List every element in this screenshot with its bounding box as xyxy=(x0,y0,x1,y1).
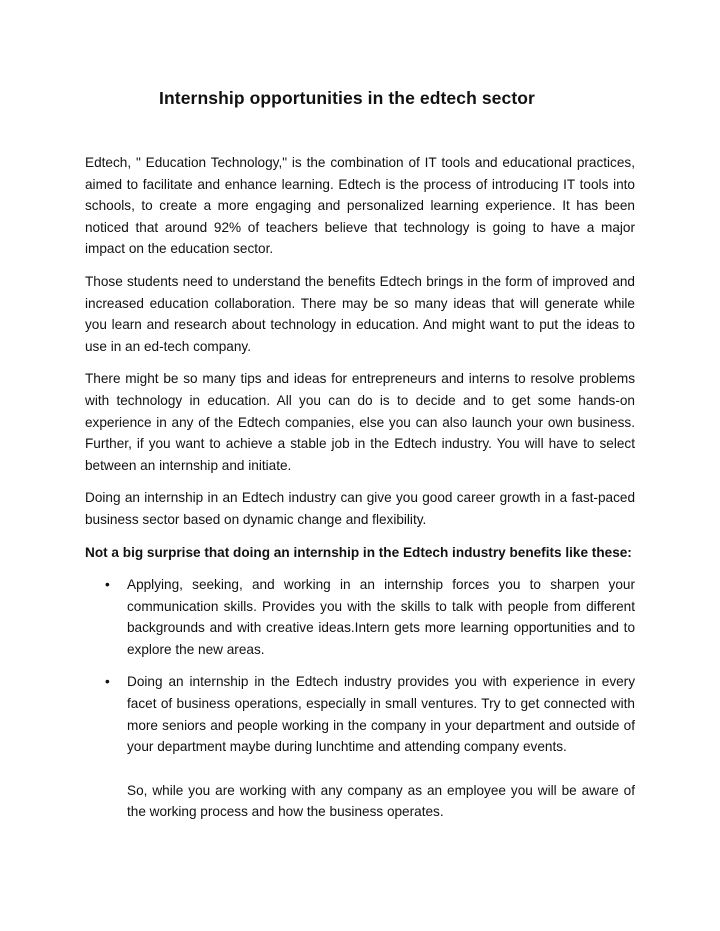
document-body xyxy=(85,152,635,834)
bullet-icon: • xyxy=(105,674,110,690)
list-item-followup: So, while you are working with any company as an employee you will be aware of the working process and how the business operates. xyxy=(127,782,635,820)
paragraph-tips: There might be so many tips and ideas for entrepreneurs and interns to resolve problems with technology in education. All you can do is to decide and to get some hands-on experience in any of the Edtech companies, else you can also launch your own business. Further, if you want to achieve a stable job in the Edtech industry. You will have to select between an internship and initiate. xyxy=(85,371,635,473)
list-item-text: Doing an internship in the Edtech industry provides you with experience in every facet of business operations, especially in small ventures. Try to get connected with more seniors and people working in the company in your department and outside of your department maybe during lunchtime and attending company events. xyxy=(127,674,635,755)
paragraph-intro: Edtech, " Education Technology," is the combination of IT tools and educational practices, aimed to facilitate and enhance learning. Edtech is the process of introducing IT tools into schools, to create a more engaging and personalized learning experience. It has been noticed that around 92% of teachers believe that technology is going to have a major impact on the education sector. xyxy=(85,155,635,257)
benefits-list xyxy=(85,574,635,823)
paragraph-career-growth: Doing an internship in an Edtech industry can give you good career growth in a fast-paced business sector based on dynamic change and flexibility. xyxy=(85,490,635,527)
bullet-icon: • xyxy=(105,577,110,593)
list-item xyxy=(85,671,635,823)
document-title: Internship opportunities in the edtech sector xyxy=(159,88,535,108)
paragraph-benefits: Those students need to understand the benefits Edtech brings in the form of improved and increased education collaboration. There may be so many ideas that will generate while you learn and research about technology in education. And might want to put the ideas to use in an ed-tech company. xyxy=(85,273,635,354)
list-item-text: Applying, seeking, and working in an internship forces you to sharpen your communication skills. Provides you with the skills to talk with people from different backgrounds and with creative ideas.Intern gets more learning opportunities and to explore the new areas. xyxy=(127,577,635,657)
list-item xyxy=(85,574,635,660)
bold-heading: Not a big surprise that doing an internship in the Edtech industry benefits like these: xyxy=(85,544,632,560)
